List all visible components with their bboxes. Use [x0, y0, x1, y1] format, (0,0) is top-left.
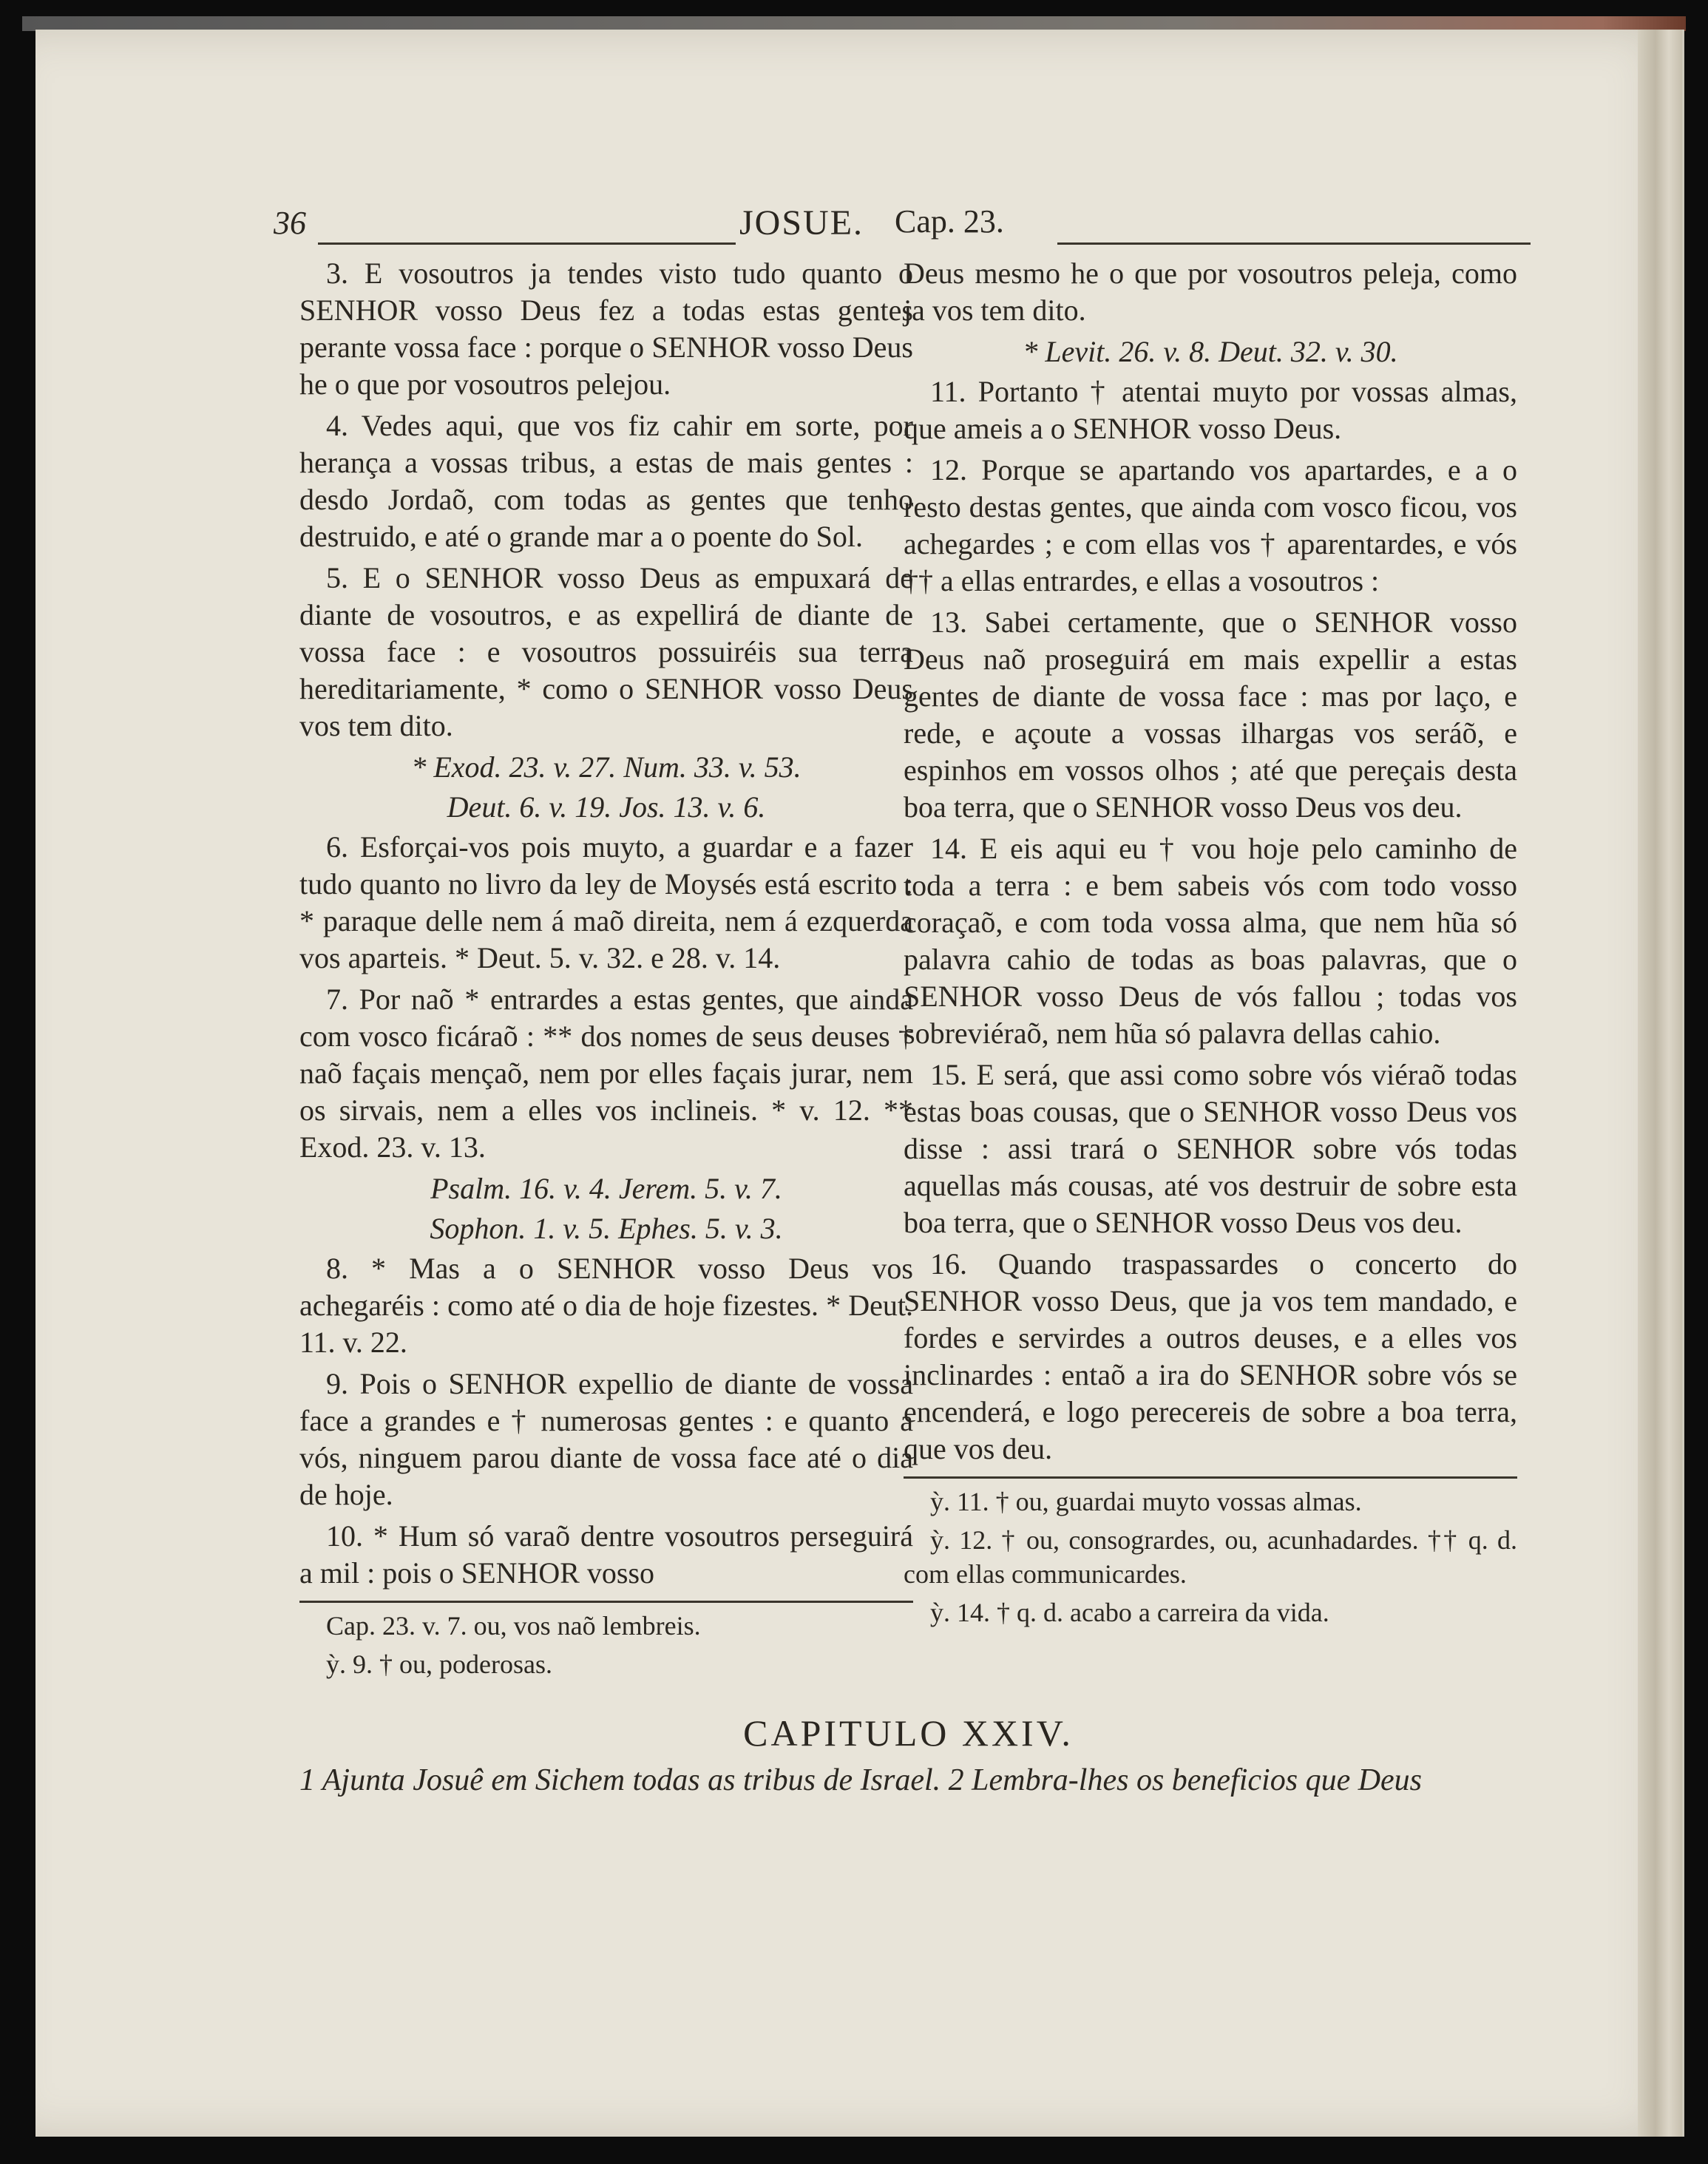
verse-6: 6. Esforçai-vos pois muyto, a guardar e a fazer tudo quanto no livro da ley de Moysés está escrito : * paraque delle nem á maõ direita, nem á ezquerda vos aparteis. * Deut. 5. v. 32. e 28. v. 14.	[299, 830, 913, 974]
chapter-title: CAPITULO XXIV.	[743, 1712, 1074, 1754]
chapter-reference: Cap. 23.	[895, 203, 1004, 240]
header-rule-right	[1057, 242, 1531, 245]
verse-7-ref-2: Sophon. 1. v. 5. Ephes. 5. v. 3.	[430, 1212, 783, 1245]
page-number: 36	[274, 205, 306, 241]
footnote-rule-left	[299, 1601, 913, 1603]
footnote-left-1: Cap. 23. v. 7. ou, vos naõ lembreis.	[326, 1611, 701, 1641]
verse-4: 4. Vedes aqui, que vos fiz cahir em sorte, por herança a vossas tribus, a estas de mais gentes : desdo Jordaõ, com todas as gentes que tenho destruido, e até o grande mar a o poente do Sol.	[299, 409, 913, 553]
verse-5-ref-1: * Exod. 23. v. 27. Num. 33. v. 53.	[411, 750, 802, 784]
verse-7-ref-1: Psalm. 16. v. 4. Jerem. 5. v. 7.	[430, 1172, 782, 1205]
footnote-right-3: ỳ. 14. † q. d. acabo a carreira da vida.	[930, 1598, 1329, 1627]
verse-13: 13. Sabei certamente, que o SENHOR vosso Deus naõ proseguirá em mais expellir a estas gentes de diante de vossa face : mas por laço, e rede, e açoute a vossas ilhargas vos seráõ, e espinhos em vossos olhos ; até que pereçais desta boa terra, que o SENHOR vosso Deus vos deu.	[904, 606, 1517, 824]
header-rule-left	[318, 242, 736, 245]
verse-15: 15. E será, que assi como sobre vós viéraõ todas estas boas cousas, que o SENHOR vosso Deus vos disse : assi trará o SENHOR sobre vós todas aquellas más cousas, até vos destruir de sobre esta boa terra, que o SENHOR vosso Deus vos deu.	[904, 1058, 1517, 1239]
chapter-summary: 1 Ajunta Josuê em Sichem todas as tribus de Israel. 2 Lembra-lhes os beneficios que Deus	[299, 1763, 1423, 1797]
verse-10-ref: * Levit. 26. v. 8. Deut. 32. v. 30.	[1023, 335, 1398, 368]
verse-14: 14. E eis aqui eu † vou hoje pelo caminho de toda a terra : e bem sabeis vós com todo vosso coraçaõ, e com toda vossa alma, que nem hũa só palavra cahio de todas as boas palavras, que o SENHOR vosso Deus de vós fallou ; todas vos sobreviéraõ, nem hũa só palavra dellas cahio.	[904, 832, 1517, 1050]
verse-10: 10. * Hum só varaõ dentre vosoutros perseguirá a mil : pois o SENHOR vosso	[299, 1519, 913, 1590]
verse-7: 7. Por naõ * entrardes a estas gentes, que ainda com vosco ficáraõ : ** dos nomes de seus deuses † naõ façais mençaõ, nem por elles façais jurar, nem os sirvais, nem a elles vos inclineis. * v. 12. ** Exod. 23. v. 13.	[299, 983, 913, 1164]
book-title: JOSUE.	[739, 203, 864, 242]
running-header	[274, 198, 1531, 250]
verse-5-ref-2: Deut. 6. v. 19. Jos. 13. v. 6.	[447, 790, 766, 824]
verse-10-continued: Deus mesmo he o que por vosoutros peleja, como ja vos tem dito.	[904, 257, 1517, 327]
footnote-right-2: ỳ. 12. † ou, consogrardes, ou, acunhadardes. †† q. d. com ellas communicardes.	[904, 1525, 1517, 1589]
footnote-right-1: ỳ. 11. † ou, guardai muyto vossas almas.	[930, 1487, 1362, 1516]
verse-8: 8. * Mas a o SENHOR vosso Deus vos achegaréis : como até o dia de hoje fizestes. * Deut. 11. v. 22.	[299, 1252, 913, 1359]
verse-9: 9. Pois o SENHOR expellio de diante de vossa face a grandes e † numerosas gentes : e quanto a vós, ninguem parou diante de vossa face até o dia de hoje.	[299, 1367, 913, 1511]
verse-5: 5. E o SENHOR vosso Deus as empuxará de diante de vosoutros, e as expellirá de diante de vossa face : e vosoutros possuiréis sua terra hereditariamente, * como o SENHOR vosso Deus vos tem dito.	[299, 561, 913, 742]
top-edge	[22, 16, 1686, 31]
footnote-left-2: ỳ. 9. † ou, poderosas.	[326, 1649, 552, 1679]
footnote-rule-right	[904, 1476, 1517, 1479]
verse-11: 11. Portanto † atentai muyto por vossas almas, que ameis a o SENHOR vosso Deus.	[904, 375, 1517, 445]
verse-16: 16. Quando traspassardes o concerto do SENHOR vosso Deus, que ja vos tem mandado, e fordes e servirdes a outros deuses, e a elles vos inclinardes : entaõ a ira do SENHOR sobre vós se encenderá, e logo perecereis de sobre a boa terra, que vos deu.	[904, 1247, 1517, 1465]
verse-3: 3. E vosoutros ja tendes visto tudo quanto o SENHOR vosso Deus fez a todas estas gentes perante vossa face : porque o SENHOR vosso Deus he o que por vosoutros pelejou.	[299, 257, 913, 401]
verse-12: 12. Porque se apartando vos apartardes, e a o resto destas gentes, que ainda com vosco ficou, vos achegardes ; e com ellas vos † aparentardes, e vós †† a ellas entrardes, e ellas a vosoutros :	[904, 453, 1517, 597]
page-gutter-edge	[1638, 30, 1682, 2137]
left-column	[299, 255, 913, 1686]
right-column	[904, 255, 1517, 1634]
